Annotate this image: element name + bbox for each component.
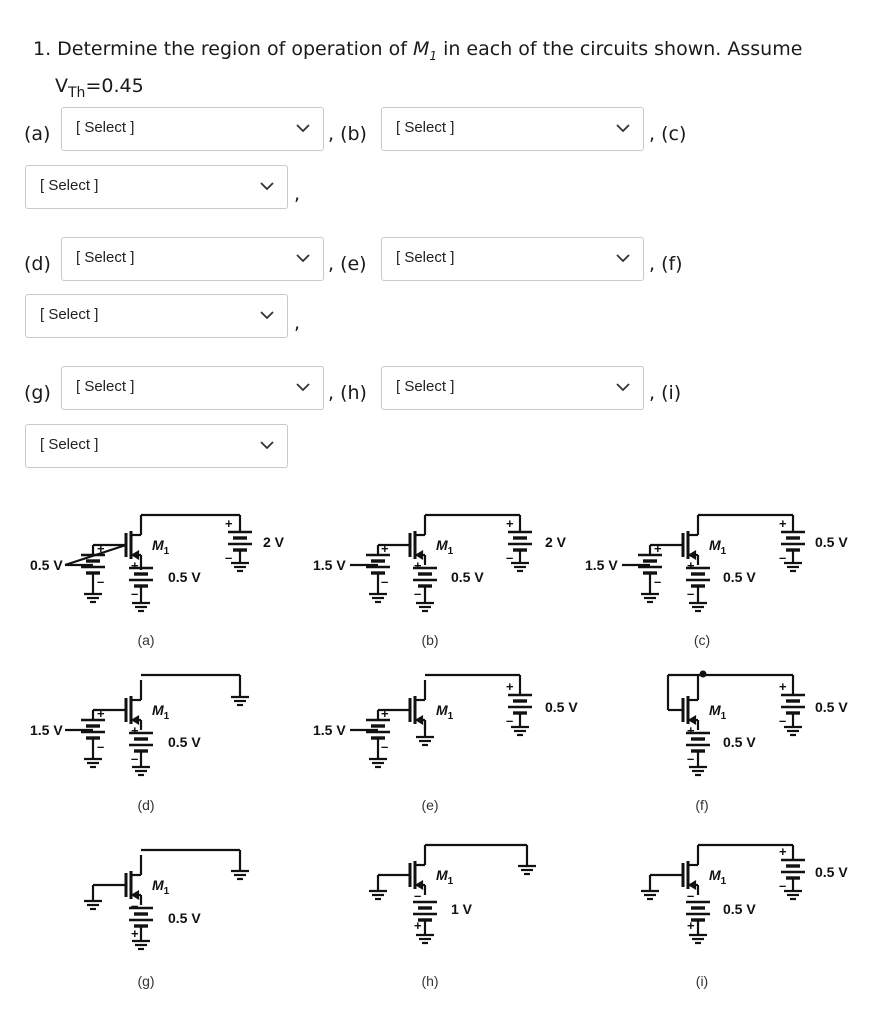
minus-mark: – bbox=[97, 739, 105, 754]
caption-b: (b) bbox=[421, 632, 439, 648]
chevron-down-icon bbox=[295, 381, 311, 393]
chevron-down-icon bbox=[615, 381, 631, 393]
chevron-down-icon bbox=[259, 180, 275, 192]
m1-label-i: $M_1$ bbox=[709, 867, 727, 887]
m1-label-e: $M_1$ bbox=[436, 702, 454, 722]
plus-mark: + bbox=[97, 541, 105, 556]
plus-mark: + bbox=[381, 541, 389, 556]
minus-mark: – bbox=[779, 550, 787, 565]
m1-label-a: $M_1$ bbox=[152, 537, 170, 557]
label-h: , (h) bbox=[328, 382, 367, 404]
select-a[interactable]: [ Select ] bbox=[61, 107, 324, 151]
plus-mark: + bbox=[225, 516, 233, 531]
minus-mark: – bbox=[131, 751, 139, 766]
vs-d: 0.5 V bbox=[168, 734, 201, 750]
caption-d: (d) bbox=[137, 797, 155, 813]
minus-mark: – bbox=[381, 739, 389, 754]
m1-label-h: $M_1$ bbox=[436, 867, 454, 887]
plus-mark: + bbox=[97, 706, 105, 721]
plus-mark: + bbox=[131, 723, 139, 738]
vd-c: 0.5 V bbox=[815, 534, 848, 550]
chevron-down-icon bbox=[615, 252, 631, 264]
vg-e: 1.5 V bbox=[313, 722, 346, 738]
plus-mark: + bbox=[654, 541, 662, 556]
minus-mark: – bbox=[414, 888, 422, 903]
comma: , bbox=[294, 312, 301, 334]
minus-mark: – bbox=[506, 550, 514, 565]
minus-mark: – bbox=[687, 586, 695, 601]
vd-i: 0.5 V bbox=[815, 864, 848, 880]
chevron-down-icon bbox=[295, 122, 311, 134]
caption-i: (i) bbox=[695, 973, 709, 989]
caption-g: (g) bbox=[137, 973, 155, 989]
plus-mark: + bbox=[414, 558, 422, 573]
m1-label-d: $M_1$ bbox=[152, 702, 170, 722]
minus-mark: – bbox=[131, 898, 139, 913]
plus-mark: + bbox=[687, 918, 695, 933]
label-i: , (i) bbox=[649, 382, 682, 404]
select-i[interactable]: [ Select ] bbox=[25, 424, 288, 468]
plus-mark: + bbox=[779, 679, 787, 694]
minus-mark: – bbox=[779, 713, 787, 728]
minus-mark: – bbox=[687, 751, 695, 766]
plus-mark: + bbox=[687, 723, 695, 738]
caption-a: (a) bbox=[137, 632, 155, 648]
vs-h: 1 V bbox=[451, 901, 473, 917]
minus-mark: – bbox=[687, 888, 695, 903]
caption-e: (e) bbox=[421, 797, 439, 813]
m1-label-g: $M_1$ bbox=[152, 877, 170, 897]
question-text: 1. Determine the region of operation of $M_1$ in each of the circuits shown. Assume $V_{Th}=0.45$ bbox=[33, 38, 803, 101]
plus-mark: + bbox=[131, 558, 139, 573]
select-g[interactable]: [ Select ] bbox=[61, 366, 324, 410]
caption-f: (f) bbox=[695, 797, 709, 813]
vg-d: 1.5 V bbox=[30, 722, 63, 738]
vg-c: 1.5 V bbox=[585, 557, 618, 573]
caption-c: (c) bbox=[693, 632, 711, 648]
vs-g: 0.5 V bbox=[168, 910, 201, 926]
select-f[interactable]: [ Select ] bbox=[25, 294, 288, 338]
vd-f: 0.5 V bbox=[815, 699, 848, 715]
m1-label-b: $M_1$ bbox=[436, 537, 454, 557]
caption-h: (h) bbox=[421, 973, 439, 989]
chevron-down-icon bbox=[295, 252, 311, 264]
chevron-down-icon bbox=[615, 122, 631, 134]
minus-mark: – bbox=[414, 586, 422, 601]
comma: , bbox=[294, 183, 301, 205]
label-b: , (b) bbox=[328, 123, 367, 145]
minus-mark: – bbox=[225, 550, 233, 565]
vs-i: 0.5 V bbox=[723, 901, 756, 917]
vs-f: 0.5 V bbox=[723, 734, 756, 750]
plus-mark: + bbox=[131, 926, 139, 941]
minus-mark: – bbox=[506, 713, 514, 728]
select-c[interactable]: [ Select ] bbox=[25, 165, 288, 209]
plus-mark: + bbox=[779, 516, 787, 531]
select-d[interactable]: [ Select ] bbox=[61, 237, 324, 281]
label-a: (a) bbox=[24, 123, 51, 145]
circuit-figure bbox=[0, 490, 877, 1010]
vs-a: 0.5 V bbox=[168, 569, 201, 585]
m1-label-f: $M_1$ bbox=[709, 702, 727, 722]
chevron-down-icon bbox=[259, 309, 275, 321]
chevron-down-icon bbox=[259, 439, 275, 451]
label-g: (g) bbox=[24, 382, 51, 404]
select-b[interactable]: [ Select ] bbox=[381, 107, 644, 151]
vd-a: 2 V bbox=[263, 534, 285, 550]
minus-mark: – bbox=[779, 878, 787, 893]
plus-mark: + bbox=[687, 558, 695, 573]
label-d: (d) bbox=[24, 253, 51, 275]
vs-b: 0.5 V bbox=[451, 569, 484, 585]
minus-mark: – bbox=[381, 574, 389, 589]
vg-b: 1.5 V bbox=[313, 557, 346, 573]
plus-mark: + bbox=[414, 918, 422, 933]
plus-mark: + bbox=[506, 679, 514, 694]
label-c: , (c) bbox=[649, 123, 687, 145]
minus-mark: – bbox=[97, 574, 105, 589]
vg-a: 0.5 V bbox=[30, 557, 63, 573]
vd-e: 0.5 V bbox=[545, 699, 578, 715]
minus-mark: – bbox=[131, 586, 139, 601]
minus-mark: – bbox=[654, 574, 662, 589]
m1-label-c: $M_1$ bbox=[709, 537, 727, 557]
select-h[interactable]: [ Select ] bbox=[381, 366, 644, 410]
vs-c: 0.5 V bbox=[723, 569, 756, 585]
vd-b: 2 V bbox=[545, 534, 567, 550]
plus-mark: + bbox=[506, 516, 514, 531]
select-e[interactable]: [ Select ] bbox=[381, 237, 644, 281]
plus-mark: + bbox=[779, 844, 787, 859]
plus-mark: + bbox=[381, 706, 389, 721]
label-f: , (f) bbox=[649, 253, 683, 275]
label-e: , (e) bbox=[328, 253, 367, 275]
